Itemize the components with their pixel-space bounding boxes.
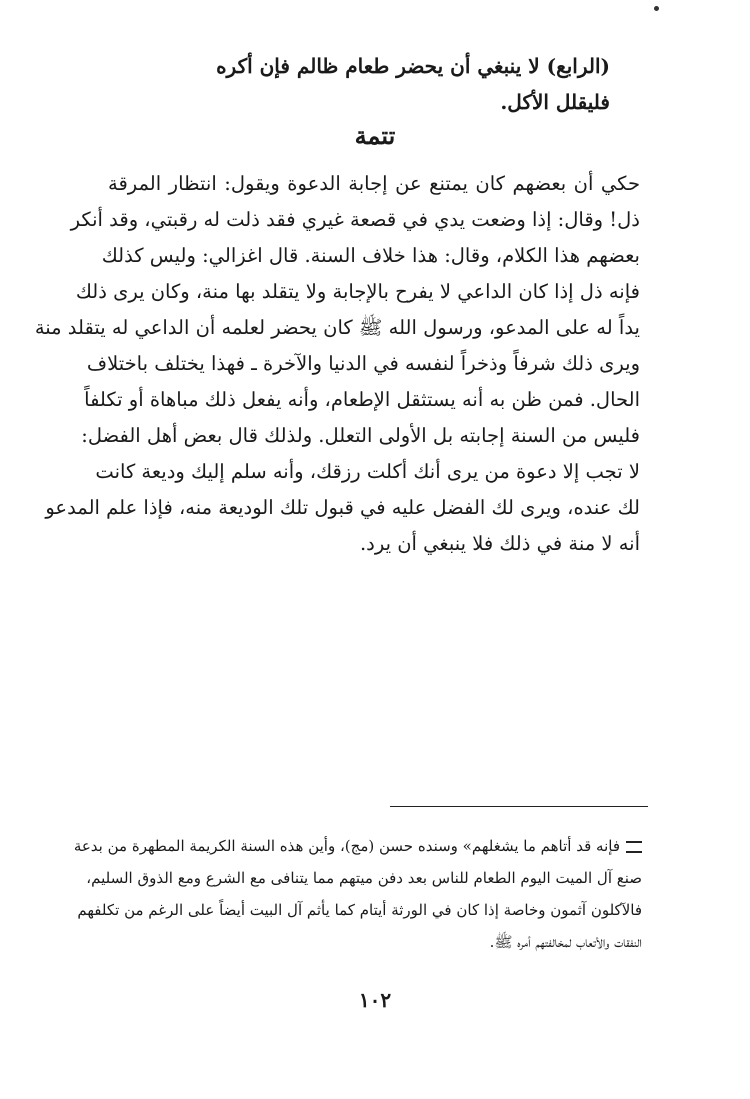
footnote-text: فإنه قد أتاهم ما يشغلهم» وسنده حسن (مج)، وأين هذه السنة الكريمة المطهرة من بدعة — [73, 837, 620, 855]
body-line: فليس من السنة إجابته بل الأولى التعلل. ولذلك قال بعض أهل الفضل: — [81, 424, 640, 447]
footnote-line: النفقات والأتعاب لمخالفتهم أمره ﷺ. — [489, 933, 642, 951]
body-line: يداً له على المدعو، ورسول الله ﷺ كان يحضر لعلمه أن الداعي له يتقلد منة — [34, 316, 640, 339]
body-line: بعضهم هذا الكلام، وقال: هذا خلاف السنة. قال اغزالي: وليس كذلك — [101, 244, 640, 267]
footnotes — [73, 830, 642, 958]
body-line: لك عنده، ويرى لك الفضل عليه في قبول تلك الوديعة منه، فإذا علم المدعو — [45, 496, 640, 519]
body-line: لا تجب إلا دعوة من يرى أنك أكلت رزقك، وأنه سلم إليك وديعة كانت — [95, 460, 640, 483]
ink-dot — [654, 6, 659, 11]
continuation-marker-icon — [626, 841, 642, 853]
footnote-separator — [390, 806, 648, 807]
body-line: ويرى ذلك شرفاً وذخراً لنفسه في الدنيا والآخرة ـ فهذا يختلف باختلاف — [86, 352, 640, 375]
footnote-line: صنع آل الميت اليوم الطعام للناس بعد دفن ميتهم مما يتنافى مع الشرع ومع الذوق السليم، — [86, 869, 642, 887]
body-line: حكي أن بعضهم كان يمتنع عن إجابة الدعوة ويقول: انتظار المرقة — [108, 172, 640, 195]
page-number: ١٠٢ — [358, 988, 392, 1012]
footnote-line — [73, 830, 642, 862]
section-title: تتمة — [354, 121, 396, 150]
body-line: الحال. فمن ظن به أنه يستثقل الإطعام، وأنه يفعل ذلك مباهاة أو تكلفاً — [84, 388, 640, 411]
footnote-line: فالآكلون آثمون وخاصة إذا كان في الورثة أيتام كما يأثم آل البيت أيضاً على الرغم من تكلفهم — [77, 901, 642, 919]
body-line: أنه لا منة في ذلك فلا ينبغي أن يرد. — [359, 532, 640, 555]
body-line: فإنه ذل إذا كان الداعي لا يفرح بالإجابة ولا يتقلد بها منة، وكان يرى ذلك — [75, 280, 640, 303]
fourth-point-line: (الرابع) لا ينبغي أن يحضر طعام ظالم فإن أكره فليقلل الأكل. — [216, 54, 610, 114]
body-line: ذل! وقال: إذا وضعت يدي في قصعة غيري فقد ذلت له رقبتي، وقد أنكر — [70, 208, 640, 231]
body-paragraph — [34, 166, 640, 562]
